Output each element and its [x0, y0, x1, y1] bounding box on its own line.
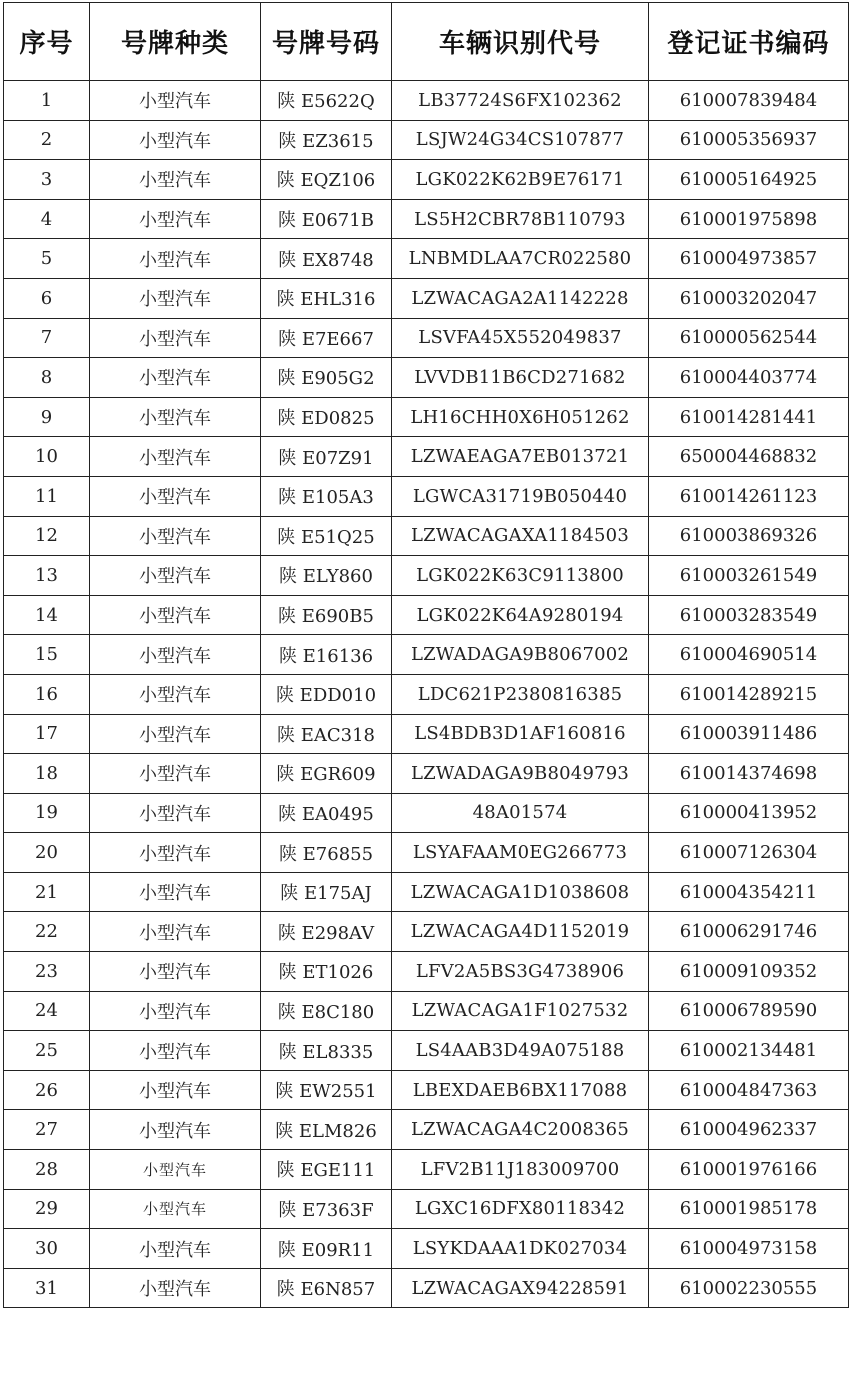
cell-plate-number: 陕 EZ3615: [261, 120, 392, 160]
cell-vin: LS4BDB3D1AF160816: [392, 714, 649, 754]
cell-certificate: 610014261123: [649, 476, 849, 516]
cell-plate-type: 小型汽车: [90, 397, 261, 437]
cell-vin: LBEXDAEB6BX117088: [392, 1070, 649, 1110]
table-row: [4, 872, 849, 912]
table-row: [4, 120, 849, 160]
cell-no: 20: [4, 833, 90, 873]
cell-plate-number: 陕 EA0495: [261, 793, 392, 833]
cell-plate-number: 陕 ED0825: [261, 397, 392, 437]
cell-no: 27: [4, 1110, 90, 1150]
cell-plate-type: 小型汽车: [90, 199, 261, 239]
cell-plate-type: 小型汽车: [90, 1070, 261, 1110]
cell-plate-type: 小型汽车: [90, 160, 261, 200]
cell-plate-type: 小型汽车: [90, 278, 261, 318]
header-certificate: 登记证书编码: [649, 3, 849, 81]
table-row: [4, 635, 849, 675]
cell-certificate: 610009109352: [649, 952, 849, 992]
cell-no: 4: [4, 199, 90, 239]
cell-certificate: 610002230555: [649, 1268, 849, 1308]
cell-plate-type: 小型汽车: [90, 437, 261, 477]
cell-certificate: 610006291746: [649, 912, 849, 952]
cell-certificate: 610003202047: [649, 278, 849, 318]
table-body: [4, 81, 849, 1308]
cell-plate-type: 小型汽车: [90, 952, 261, 992]
cell-plate-type: 小型汽车: [90, 1189, 261, 1229]
table-row: [4, 437, 849, 477]
header-row: [4, 3, 849, 81]
cell-plate-number: 陕 E105A3: [261, 476, 392, 516]
table-row: [4, 833, 849, 873]
cell-certificate: 610014289215: [649, 674, 849, 714]
cell-plate-number: 陕 EW2551: [261, 1070, 392, 1110]
table-row: [4, 674, 849, 714]
cell-no: 7: [4, 318, 90, 358]
cell-no: 26: [4, 1070, 90, 1110]
cell-vin: LZWAEAGA7EB013721: [392, 437, 649, 477]
cell-plate-type: 小型汽车: [90, 120, 261, 160]
table-row: [4, 278, 849, 318]
cell-certificate: 610003261549: [649, 556, 849, 596]
cell-vin: LZWADAGA9B8067002: [392, 635, 649, 675]
cell-vin: LSYAFAAM0EG266773: [392, 833, 649, 873]
cell-vin: LGK022K64A9280194: [392, 595, 649, 635]
cell-plate-type: 小型汽车: [90, 516, 261, 556]
cell-plate-number: 陕 E0671B: [261, 199, 392, 239]
cell-no: 3: [4, 160, 90, 200]
cell-certificate: 610000413952: [649, 793, 849, 833]
cell-no: 11: [4, 476, 90, 516]
cell-no: 23: [4, 952, 90, 992]
header-plate-type: 号牌种类: [90, 3, 261, 81]
cell-plate-number: 陕 EDD010: [261, 674, 392, 714]
cell-plate-number: 陕 E690B5: [261, 595, 392, 635]
cell-plate-type: 小型汽车: [90, 239, 261, 279]
cell-plate-number: 陕 E07Z91: [261, 437, 392, 477]
cell-plate-number: 陕 ELM826: [261, 1110, 392, 1150]
cell-vin: LZWACAGA1D1038608: [392, 872, 649, 912]
cell-certificate: 610003911486: [649, 714, 849, 754]
cell-plate-number: 陕 E76855: [261, 833, 392, 873]
cell-plate-number: 陕 EX8748: [261, 239, 392, 279]
cell-vin: LZWACAGA1F1027532: [392, 991, 649, 1031]
cell-no: 15: [4, 635, 90, 675]
header-no: 序号: [4, 3, 90, 81]
cell-vin: LGWCA31719B050440: [392, 476, 649, 516]
cell-no: 21: [4, 872, 90, 912]
cell-certificate: 610002134481: [649, 1031, 849, 1071]
table-row: [4, 358, 849, 398]
cell-vin: LSYKDAAA1DK027034: [392, 1229, 649, 1269]
table-row: [4, 1070, 849, 1110]
table-row: [4, 952, 849, 992]
cell-certificate: 610004690514: [649, 635, 849, 675]
cell-certificate: 610005164925: [649, 160, 849, 200]
cell-no: 14: [4, 595, 90, 635]
cell-plate-number: 陕 EGE111: [261, 1150, 392, 1190]
cell-vin: LZWACAGA4D1152019: [392, 912, 649, 952]
table-row: [4, 1031, 849, 1071]
cell-certificate: 610007839484: [649, 81, 849, 121]
cell-plate-type: 小型汽车: [90, 318, 261, 358]
table-row: [4, 318, 849, 358]
table-row: [4, 595, 849, 635]
table-row: [4, 912, 849, 952]
cell-plate-number: 陕 EAC318: [261, 714, 392, 754]
cell-vin: LGK022K62B9E76171: [392, 160, 649, 200]
cell-plate-type: 小型汽车: [90, 1150, 261, 1190]
cell-certificate: 610014281441: [649, 397, 849, 437]
cell-plate-number: 陕 EL8335: [261, 1031, 392, 1071]
table-row: [4, 754, 849, 794]
cell-plate-number: 陕 E51Q25: [261, 516, 392, 556]
cell-certificate: 610007126304: [649, 833, 849, 873]
cell-no: 30: [4, 1229, 90, 1269]
cell-no: 19: [4, 793, 90, 833]
cell-no: 16: [4, 674, 90, 714]
cell-plate-number: 陕 E09R11: [261, 1229, 392, 1269]
cell-plate-type: 小型汽车: [90, 595, 261, 635]
cell-vin: LGXC16DFX80118342: [392, 1189, 649, 1229]
cell-no: 18: [4, 754, 90, 794]
cell-plate-number: 陕 ET1026: [261, 952, 392, 992]
cell-plate-type: 小型汽车: [90, 991, 261, 1031]
cell-certificate: 610001976166: [649, 1150, 849, 1190]
cell-plate-type: 小型汽车: [90, 556, 261, 596]
table-row: [4, 1150, 849, 1190]
cell-vin: 48A01574: [392, 793, 649, 833]
cell-vin: LSJW24G34CS107877: [392, 120, 649, 160]
cell-vin: LH16CHH0X6H051262: [392, 397, 649, 437]
cell-no: 2: [4, 120, 90, 160]
cell-plate-number: 陕 E5622Q: [261, 81, 392, 121]
cell-no: 12: [4, 516, 90, 556]
cell-vin: LZWACAGAXA1184503: [392, 516, 649, 556]
cell-vin: LZWACAGAX94228591: [392, 1268, 649, 1308]
table-row: [4, 1110, 849, 1150]
table-row: [4, 1189, 849, 1229]
cell-certificate: 610006789590: [649, 991, 849, 1031]
cell-plate-number: 陕 E16136: [261, 635, 392, 675]
cell-certificate: 610005356937: [649, 120, 849, 160]
cell-no: 31: [4, 1268, 90, 1308]
cell-certificate: 610001975898: [649, 199, 849, 239]
cell-certificate: 610004847363: [649, 1070, 849, 1110]
cell-plate-number: 陕 EQZ106: [261, 160, 392, 200]
cell-plate-type: 小型汽车: [90, 358, 261, 398]
cell-plate-type: 小型汽车: [90, 1268, 261, 1308]
cell-no: 25: [4, 1031, 90, 1071]
cell-vin: LZWADAGA9B8049793: [392, 754, 649, 794]
vehicle-register-table: [3, 2, 849, 1308]
cell-vin: LS5H2CBR78B110793: [392, 199, 649, 239]
cell-plate-number: 陕 E8C180: [261, 991, 392, 1031]
cell-vin: LB37724S6FX102362: [392, 81, 649, 121]
cell-plate-number: 陕 EHL316: [261, 278, 392, 318]
cell-certificate: 610000562544: [649, 318, 849, 358]
cell-plate-number: 陕 E905G2: [261, 358, 392, 398]
cell-vin: LFV2B11J183009700: [392, 1150, 649, 1190]
cell-no: 5: [4, 239, 90, 279]
cell-no: 9: [4, 397, 90, 437]
cell-no: 8: [4, 358, 90, 398]
cell-no: 29: [4, 1189, 90, 1229]
table-row: [4, 516, 849, 556]
cell-certificate: 610004973158: [649, 1229, 849, 1269]
table-row: [4, 239, 849, 279]
cell-vin: LZWACAGA4C2008365: [392, 1110, 649, 1150]
cell-vin: LFV2A5BS3G4738906: [392, 952, 649, 992]
table-row: [4, 1229, 849, 1269]
cell-plate-type: 小型汽车: [90, 833, 261, 873]
cell-plate-type: 小型汽车: [90, 754, 261, 794]
cell-plate-type: 小型汽车: [90, 1110, 261, 1150]
cell-certificate: 610004403774: [649, 358, 849, 398]
cell-plate-type: 小型汽车: [90, 674, 261, 714]
table-row: [4, 199, 849, 239]
cell-certificate: 610003869326: [649, 516, 849, 556]
cell-plate-number: 陕 E7E667: [261, 318, 392, 358]
cell-no: 22: [4, 912, 90, 952]
cell-plate-type: 小型汽车: [90, 793, 261, 833]
table-header: [4, 3, 849, 81]
cell-no: 13: [4, 556, 90, 596]
cell-plate-type: 小型汽车: [90, 1229, 261, 1269]
cell-vin: LDC621P2380816385: [392, 674, 649, 714]
cell-plate-number: 陕 E298AV: [261, 912, 392, 952]
header-plate-number: 号牌号码: [261, 3, 392, 81]
cell-vin: LZWACAGA2A1142228: [392, 278, 649, 318]
cell-plate-number: 陕 E7363F: [261, 1189, 392, 1229]
cell-certificate: 610004354211: [649, 872, 849, 912]
cell-plate-number: 陕 E175AJ: [261, 872, 392, 912]
cell-no: 1: [4, 81, 90, 121]
cell-certificate: 650004468832: [649, 437, 849, 477]
cell-no: 24: [4, 991, 90, 1031]
cell-no: 28: [4, 1150, 90, 1190]
table-row: [4, 81, 849, 121]
cell-no: 6: [4, 278, 90, 318]
cell-vin: LNBMDLAA7CR022580: [392, 239, 649, 279]
table-row: [4, 160, 849, 200]
table-row: [4, 714, 849, 754]
cell-plate-type: 小型汽车: [90, 714, 261, 754]
cell-plate-type: 小型汽车: [90, 81, 261, 121]
header-vin: 车辆识别代号: [392, 3, 649, 81]
cell-vin: LGK022K63C9113800: [392, 556, 649, 596]
cell-plate-number: 陕 ELY860: [261, 556, 392, 596]
cell-vin: LS4AAB3D49A075188: [392, 1031, 649, 1071]
cell-no: 17: [4, 714, 90, 754]
table-row: [4, 1268, 849, 1308]
cell-certificate: 610014374698: [649, 754, 849, 794]
table-row: [4, 991, 849, 1031]
cell-vin: LSVFA45X552049837: [392, 318, 649, 358]
cell-vin: LVVDB11B6CD271682: [392, 358, 649, 398]
cell-certificate: 610004962337: [649, 1110, 849, 1150]
table-row: [4, 793, 849, 833]
cell-certificate: 610001985178: [649, 1189, 849, 1229]
cell-certificate: 610003283549: [649, 595, 849, 635]
cell-no: 10: [4, 437, 90, 477]
cell-plate-type: 小型汽车: [90, 476, 261, 516]
cell-plate-type: 小型汽车: [90, 912, 261, 952]
cell-plate-type: 小型汽车: [90, 1031, 261, 1071]
table-row: [4, 397, 849, 437]
cell-plate-type: 小型汽车: [90, 635, 261, 675]
cell-plate-type: 小型汽车: [90, 872, 261, 912]
table-row: [4, 556, 849, 596]
cell-plate-number: 陕 E6N857: [261, 1268, 392, 1308]
cell-certificate: 610004973857: [649, 239, 849, 279]
cell-plate-number: 陕 EGR609: [261, 754, 392, 794]
table-row: [4, 476, 849, 516]
